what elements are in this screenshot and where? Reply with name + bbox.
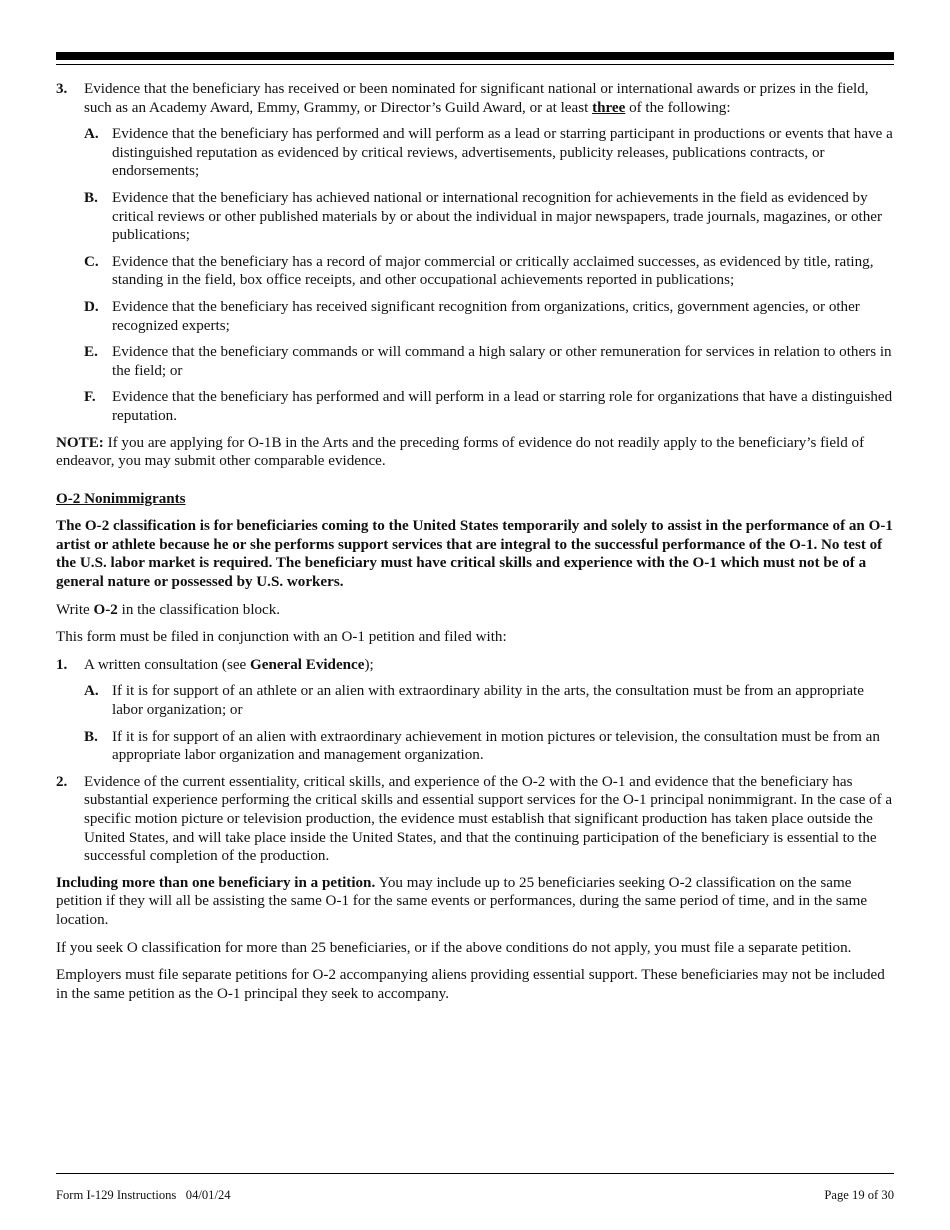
footer-form-id: Form I-129 Instructions 04/01/24 — [56, 1188, 231, 1202]
item-number: 3. — [56, 81, 68, 97]
footer-rule — [56, 1173, 894, 1174]
sub-item-b: B. If it is for support of an alien with extraordinary achievement in motion pictures or television, the consultation must be from an appropriate labor organization and management organization. — [84, 728, 880, 764]
sub-item-f: F. Evidence that the beneficiary has performed and will perform in a lead or starring role for organizations that have a distinguished reputation. — [84, 389, 893, 424]
sub-item-d: D. Evidence that the beneficiary has received significant recognition from organizations, critics, government agencies, or other recognized experts; — [84, 298, 860, 334]
sub-item-a: A. If it is for support of an athlete or an alien with extraordinary ability in the arts, the consultation must be from an appropriate labor organization; or — [84, 683, 864, 719]
header-rule-thin — [56, 64, 894, 65]
sub-item-a: A. Evidence that the beneficiary has performed and will perform as a lead or starring participant in productions or events that have a distinguished reputation as evidenced by critical reviews, advertisements, publicity releases, publications contracts, or endorsements; — [84, 126, 893, 180]
list-item-2: 2. Evidence of the current essentiality, critical skills, and experience of the O-2 with the O-1 and evidence that the beneficiary has substantial experience performing the critical skills and essential support services for the O-1 principal nonimmigrant. In the case of a specific motion picture or television production, the evidence must establish that significant production has taken place outside the United States, and will take place inside the United States, and that the continuing participation of the beneficiary is essential to the successful completion of the production. — [56, 773, 893, 865]
emphasis-three: three — [592, 99, 626, 116]
separate-petition-paragraph: If you seek O classification for more than 25 beneficiaries, or if the above conditions do not apply, you must file a separate petition. — [56, 939, 852, 956]
list-item-3 — [56, 80, 896, 117]
o2-intro: The O-2 classification is for beneficiaries coming to the United States temporarily and solely to assist in the performance of an O-1 artist or athlete because he or she performs support services that are integral to the successful performance of the O-1. No test of the U.S. labor market is required. The beneficiary must have critical skills and experience with the O-1 which must not be of a general nature or possessed by U.S. workers. — [56, 518, 893, 591]
note-paragraph: NOTE: If you are applying for O-1B in the Arts and the preceding forms of evidence do not readily apply to the beneficiary’s field of endeavor, you may submit other comparable evidence. — [56, 434, 865, 470]
write-instruction: Write O-2 in the classification block. — [56, 601, 281, 618]
header-rule-thick — [56, 52, 894, 60]
sub-item-b: B. Evidence that the beneficiary has achieved national or international recognition for achievements in the field as evidenced by critical reviews or other published materials by or about the individual in major newspapers, trade journals, magazines, or other publications; — [84, 189, 882, 244]
sub-item-c: C. Evidence that the beneficiary has a record of major commercial or critically acclaimed successes, as evidenced by title, rating, standing in the field, box office receipts, and other occupational achievements reported in publications; — [84, 253, 874, 289]
employers-paragraph: Employers must file separate petitions for O-2 accompanying aliens providing essential support. These beneficiaries may not be included in the same petition as the O-1 principal they seek to accompany. — [56, 967, 885, 1002]
list-item-1: 1. A written consultation (see General Evidence); — [56, 656, 374, 673]
footer-page-number: Page 19 of 30 — [824, 1188, 894, 1202]
multi-beneficiary-paragraph: Including more than one beneficiary in a petition. You may include up to 25 beneficiaries seeking O-2 classification on the same petition if they will all be assisting the same O-1 for the same events or performances, during the same period of time, and in the same location. — [56, 874, 868, 928]
page-content — [56, 80, 896, 1012]
filed-with-text: This form must be filed in conjunction with an O-1 petition and filed with: — [56, 629, 507, 646]
sub-item-e: E. Evidence that the beneficiary commands or will command a high salary or other remuneration for services in relation to others in the field; or — [84, 344, 892, 379]
section-heading: O-2 Nonimmigrants — [56, 490, 186, 507]
note-label: NOTE: — [56, 434, 104, 451]
item-text: Evidence that the beneficiary has received or been nominated for significant national or international awards or prizes in the field, such as an Academy Award, Emmy, Grammy, or Director’s Guild Award, or at least three of the following: — [84, 81, 869, 116]
